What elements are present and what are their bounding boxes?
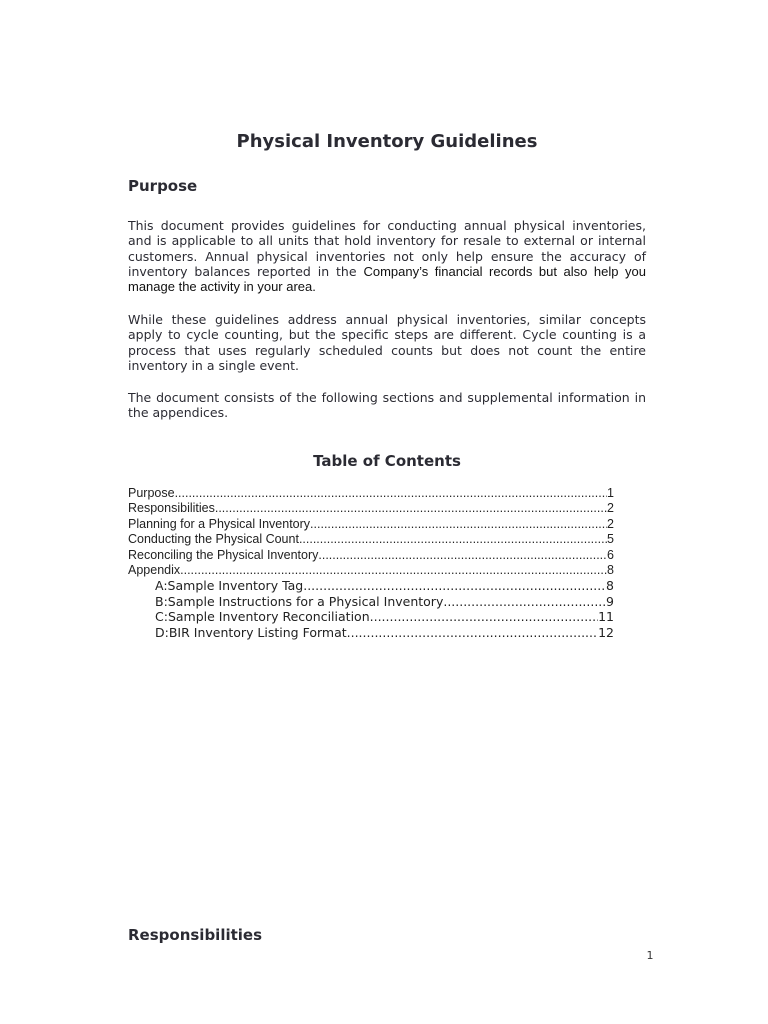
purpose-paragraph-3: The document consists of the following sections and supplemental information in the appendices. <box>128 390 646 421</box>
toc-entry-conducting[interactable] <box>128 532 614 547</box>
toc-entry-reconciling[interactable] <box>128 548 614 563</box>
toc-label: Planning for a Physical Inventory <box>128 516 311 531</box>
toc-entry-appendix[interactable] <box>128 563 614 578</box>
toc-entry-appendix-a[interactable] <box>128 578 614 593</box>
toc-entry-planning[interactable] <box>128 517 614 532</box>
toc-leader <box>299 532 607 546</box>
toc-page-number: 1 <box>607 486 614 500</box>
toc-entry-appendix-c[interactable] <box>128 609 614 624</box>
document-title: Physical Inventory Guidelines <box>236 131 538 152</box>
table-of-contents <box>128 486 614 640</box>
toc-label: Appendix <box>128 562 181 577</box>
toc-page-number: 2 <box>607 516 614 531</box>
toc-label: C:Sample Inventory Reconciliation <box>155 609 370 625</box>
toc-leader <box>347 625 598 640</box>
purpose-paragraph-1 <box>128 218 646 294</box>
toc-leader <box>175 486 607 500</box>
toc-page-number: 9 <box>606 593 614 609</box>
purpose-heading: Purpose <box>128 177 198 195</box>
toc-leader <box>303 578 606 593</box>
toc-page-number: 6 <box>607 547 614 562</box>
toc-page-number: 5 <box>607 532 614 547</box>
toc-leader <box>310 517 607 531</box>
toc-leader <box>318 548 607 562</box>
toc-label: Reconciling the Physical Inventory <box>128 547 319 562</box>
toc-leader <box>443 594 606 609</box>
toc-page-number: 11 <box>598 609 614 625</box>
toc-heading: Table of Contents <box>313 452 461 470</box>
toc-leader <box>180 563 607 577</box>
toc-label: D:BIR Inventory Listing Format <box>155 624 347 640</box>
toc-label: A:Sample Inventory Tag <box>155 578 304 594</box>
toc-entry-purpose[interactable] <box>128 486 614 501</box>
responsibilities-heading: Responsibilities <box>128 926 263 944</box>
paragraph-1-main: This document provides guidelines for conducting annual physical inventories, and is applicable to all units that hold inventory for resale to external or internal customers. Annual physical inventories not only help ensure the accuracy of inventory balances reported in the <box>128 218 646 279</box>
toc-page-number: 8 <box>606 578 614 594</box>
toc-page-number: 12 <box>598 624 614 640</box>
toc-label: B:Sample Instructions for a Physical Inventory <box>155 593 444 609</box>
page-number: 1 <box>646 949 654 962</box>
toc-entry-responsibilities[interactable] <box>128 501 614 516</box>
toc-page-number: 2 <box>607 501 614 516</box>
toc-label: Conducting the Physical Count <box>128 532 299 547</box>
toc-entry-appendix-b[interactable] <box>128 594 614 609</box>
toc-page-number: 8 <box>607 562 614 577</box>
paragraph-1-tail: Company’s financial records but also help you manage the activity in your area. <box>128 263 646 295</box>
toc-leader <box>215 501 607 515</box>
toc-label: Purpose <box>128 486 175 500</box>
purpose-paragraph-2: While these guidelines address annual physical inventories, similar concepts apply to cycle counting, but the specific steps are different. Cycle counting is a process that uses regularly scheduled counts but does not count the entire inventory in a single event. <box>128 312 646 373</box>
toc-leader <box>370 609 598 624</box>
toc-entry-appendix-d[interactable] <box>128 625 614 640</box>
toc-label: Responsibilities <box>128 501 215 516</box>
